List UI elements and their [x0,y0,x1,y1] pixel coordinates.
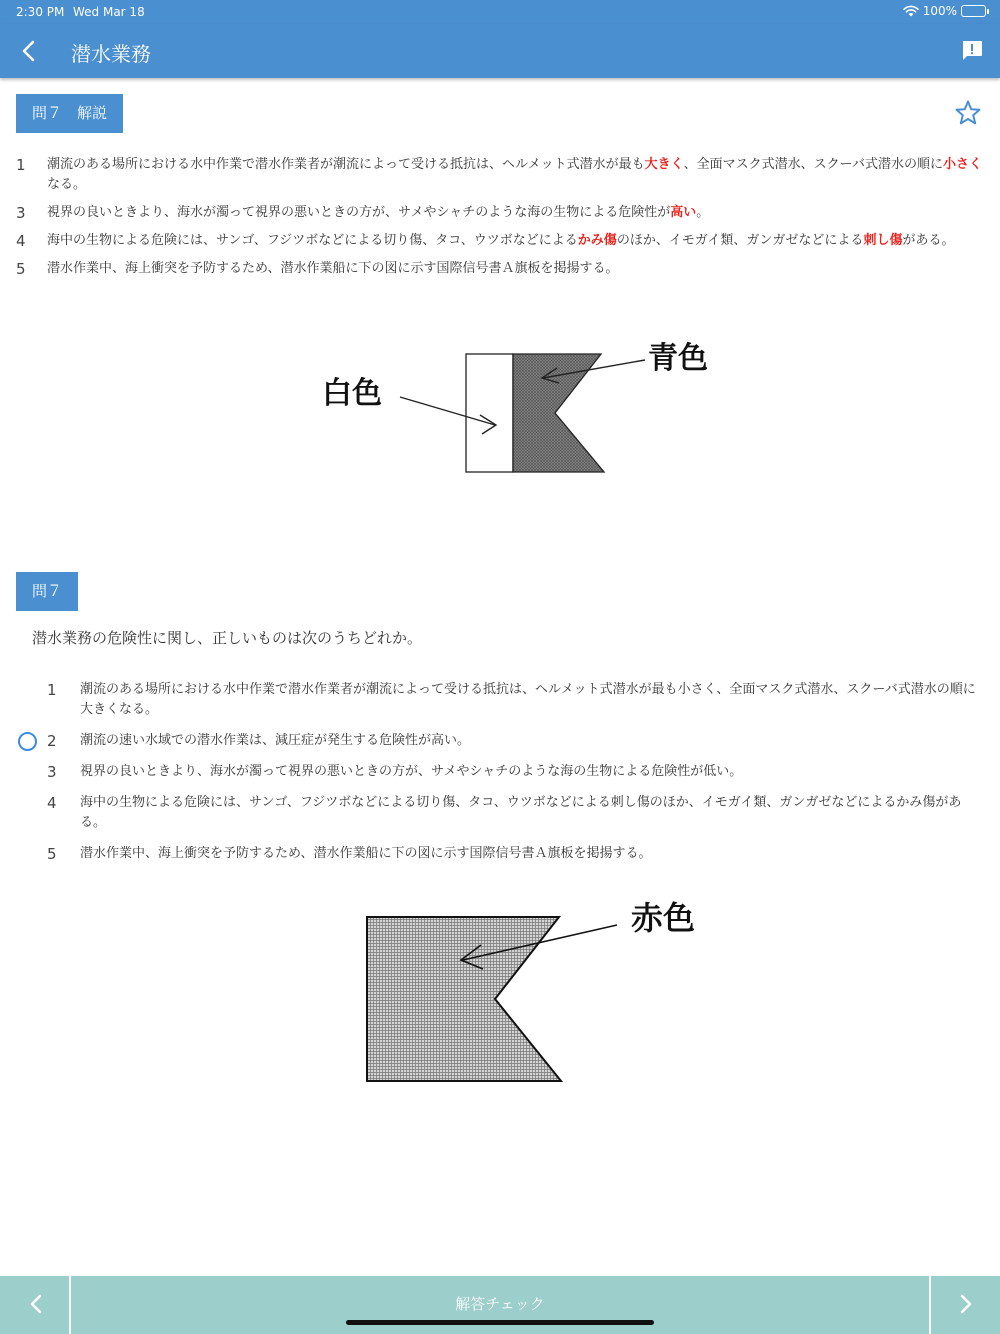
explanation-list [16,155,984,287]
back-button[interactable] [14,36,44,66]
page-title: 潜水業務 [71,42,151,66]
text-segment: がある。 [902,233,955,248]
flag-blue-part [513,354,604,472]
explanation-item [16,155,984,195]
choice-number: 1 [47,681,57,699]
choice-2[interactable] [16,731,986,751]
report-button[interactable] [960,39,984,63]
question-text: 潜水業務の危険性に関し、正しいものは次のうちどれか。 [32,629,423,647]
choice-mark [16,844,42,864]
bottom-bar [0,1276,1000,1334]
battery-icon [961,5,986,17]
status-time: 2:30 PM [16,5,65,19]
explanation-item [16,203,984,223]
explanation-item-text [47,259,984,279]
choice-text: 視界の良いときより、海水が濁って視界の悪いときの方が、サメやシャチのような海の生物による危険性が低い。 [80,764,743,779]
home-indicator [346,1320,654,1325]
text-segment: 視界の良いときより、海水が濁って視界の悪いときの方が、サメやシャチのような海の生物による危険性が [47,205,671,220]
explanation-item-number: 1 [16,156,26,174]
explanation-item [16,231,984,251]
label-blue: 青色 [648,341,708,376]
wifi-icon [903,5,919,17]
text-segment: 潮流のある場所における水中作業で潜水作業者が潮流によって受ける抵抗は、ヘルメット式潜水が最も [47,157,645,172]
choice-text: 潜水作業中、海上衝突を予防するため、潜水作業船に下の図に示す国際信号書Ａ旗板を掲揚する。 [80,846,652,861]
bookmark-button[interactable] [954,99,982,127]
flag-figure-white-blue [310,335,730,485]
highlighted-text: かみ傷 [577,233,617,248]
choice-3[interactable] [16,762,986,782]
explanation-item-number: 3 [16,204,26,222]
text-segment: 潜水作業中、海上衝突を予防するため、潜水作業船に下の図に示す国際信号書Ａ旗板を掲揚する。 [47,261,619,276]
choice-number: 4 [47,794,57,812]
chevron-left-icon [0,1276,71,1334]
flag-red-shape [367,917,561,1081]
choice-4[interactable] [16,793,986,833]
explanation-item-number: 4 [16,232,26,250]
battery-percent: 100% [922,4,957,18]
choice-text: 潮流の速い水域での潜水作業は、減圧症が発生する危険性が高い。 [80,733,471,748]
choice-1[interactable] [16,680,986,720]
star-outline-icon [954,99,982,127]
prev-question-button[interactable] [0,1276,71,1334]
choice-text: 海中の生物による危険には、サンゴ、フジツボなどによる切り傷、タコ、ウツボなどによる刺し傷のほか、イモガイ類、ガンガゼなどによるかみ傷がある。 [80,795,962,830]
explanation-tag: 問７ 解説 [16,94,123,133]
flag-figure-red [355,895,735,1095]
highlighted-text: 大きく [644,157,684,172]
choice-number: 2 [47,732,57,750]
nav-bar [0,24,1000,78]
choice-mark [16,731,42,751]
choice-mark [16,680,42,720]
explanation-item-number: 5 [16,260,26,278]
question-tag: 問７ [16,572,78,611]
explanation-item-text [47,155,984,195]
highlighted-text: 小さく [943,157,983,172]
status-bar [0,0,1000,24]
choice-5[interactable] [16,844,986,864]
selected-circle-icon [18,732,37,751]
choice-text: 潮流のある場所における水中作業で潜水作業者が潮流によって受ける抵抗は、ヘルメット式潜水が最も小さく、全面マスク式潜水、スクーバ式潜水の順に大きくなる。 [80,682,976,717]
choice-number: 5 [47,845,57,863]
chevron-left-icon [14,36,44,66]
choice-list [16,680,986,875]
choice-number: 3 [47,763,57,781]
choice-mark [16,793,42,833]
report-bubble-icon [960,39,984,63]
text-segment: 海中の生物による危険には、サンゴ、フジツボなどによる切り傷、タコ、ウツボなどによる [47,233,578,248]
label-white: 白色 [322,376,382,411]
chevron-right-icon [931,1276,1000,1334]
explanation-item [16,259,984,279]
answer-check-button[interactable]: 解答チェック [455,1295,545,1313]
highlighted-text: 高い [670,205,697,220]
text-segment: 。 [696,205,710,220]
highlighted-text: 刺し傷 [863,233,903,248]
next-question-button[interactable] [929,1276,1000,1334]
status-right [903,4,986,18]
flag-white-part [466,354,513,472]
choice-mark [16,762,42,782]
explanation-item-text [47,231,984,251]
explanation-item-text [47,203,984,223]
text-segment: 、全面マスク式潜水、スクーバ式潜水の順に [683,157,943,172]
text-segment: なる。 [47,177,87,192]
text-segment: のほか、イモガイ類、ガンガゼなどによる [616,233,864,248]
label-red: 赤色 [631,899,696,937]
status-date: Wed Mar 18 [73,5,145,19]
